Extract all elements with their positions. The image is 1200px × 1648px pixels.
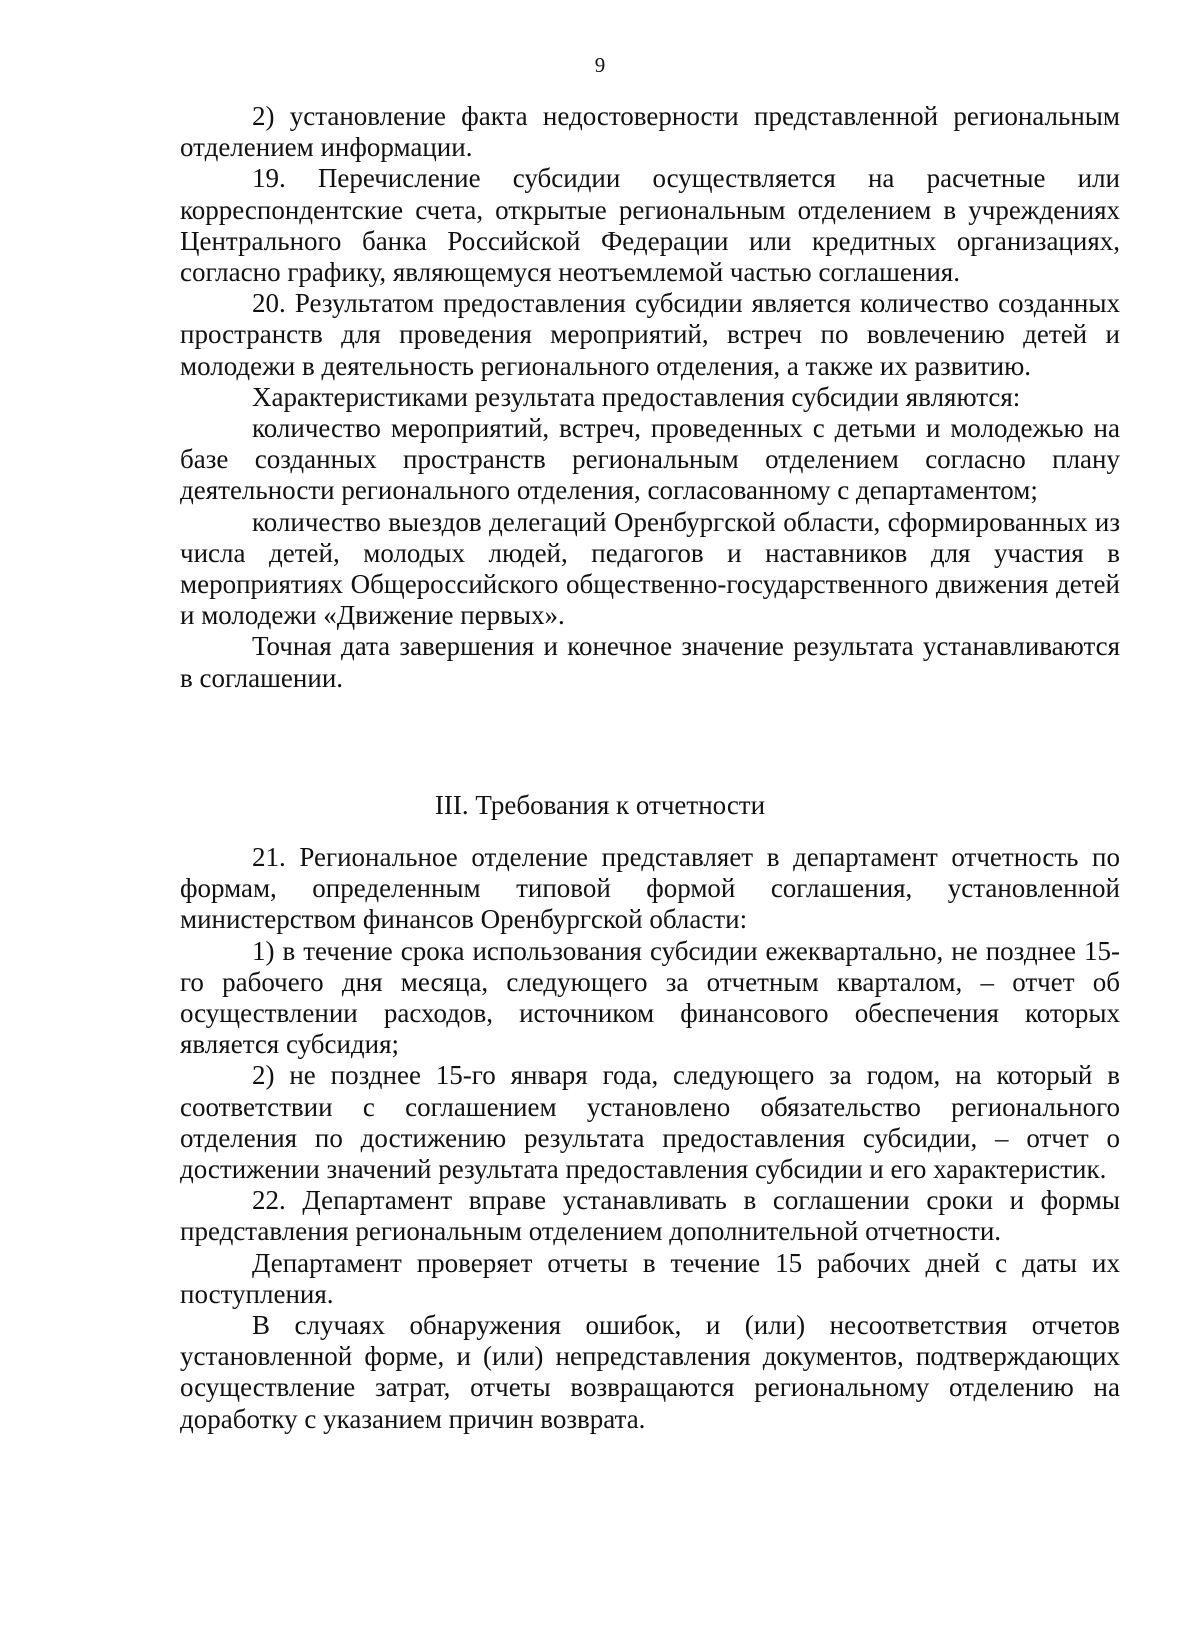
paragraph: Точная дата завершения и конечное значение результата устанавливаются в соглашении. [180,631,1120,693]
paragraph: Департамент проверяет отчеты в течение 15 рабочих дней с даты их поступления. [180,1247,1120,1309]
paragraph: Характеристиками результата предоставления субсидии являются: [252,381,1021,412]
text-block-bottom [180,842,1120,1435]
paragraph: 22. Департамент вправе устанавливать в соглашении сроки и формы представления региональным отделением дополнительной отчетности. [180,1185,1120,1247]
paragraph: количество выездов делегаций Оренбургской области, сформированных из числа детей, молодых людей, педагогов и наставников для участия в мероприятиях Общероссийского общественно-государственного движения детей и молодежи «Движение первых». [180,506,1120,631]
paragraph: 1) в течение срока использования субсидии ежеквартально, не позднее 15-го рабочего дня месяца, следующего за отчетным кварталом, – отчет об осуществлении расходов, источником финансового обеспечения которых является субсидия; [180,935,1120,1060]
paragraph: 19. Перечисление субсидии осуществляется на расчетные или корреспондентские счета, открытые региональным отделением в учреждениях Центрального банка Российской Федерации или кредитных организациях, согласно графику, являющемуся неотъемлемой частью соглашения. [180,163,1120,288]
paragraph: В случаях обнаружения ошибок, и (или) несоответствия отчетов установленной форме, и (или) непредставления документов, подтверждающих осуществление затрат, отчеты возвращаются региональному отделению на доработку с указанием причин возврата. [180,1310,1120,1434]
section-title: III. Требования к отчетности [434,790,766,820]
paragraph: 21. Региональное отделение представляет в департамент отчетность по формам, определенным типовой формой соглашения, установленной министерством финансов Оренбургской области: [180,842,1120,935]
text-block-top [180,101,1120,694]
paragraph: 2) установление факта недостоверности представленной региональным отделением информации. [180,101,1120,163]
paragraph: 20. Результатом предоставления субсидии является количество созданных пространств для проведения мероприятий, встреч по вовлечению детей и молодежи в деятельность регионального отделения, а также их развитию. [180,288,1120,381]
paragraph: 2) не позднее 15-го января года, следующего за годом, на который в соответствии с соглашением установлено обязательство регионального отделения по достижению результата предоставления субсидии, – отчет о достижении значений результата предоставления субсидии и его характеристик. [180,1060,1120,1185]
paragraph: количество мероприятий, встреч, проведенных с детьми и молодежью на базе созданных пространств региональным отделением согласно плану деятельности регионального отделения, согласованному с департаментом; [180,413,1120,506]
page-number: 9 [594,53,606,77]
